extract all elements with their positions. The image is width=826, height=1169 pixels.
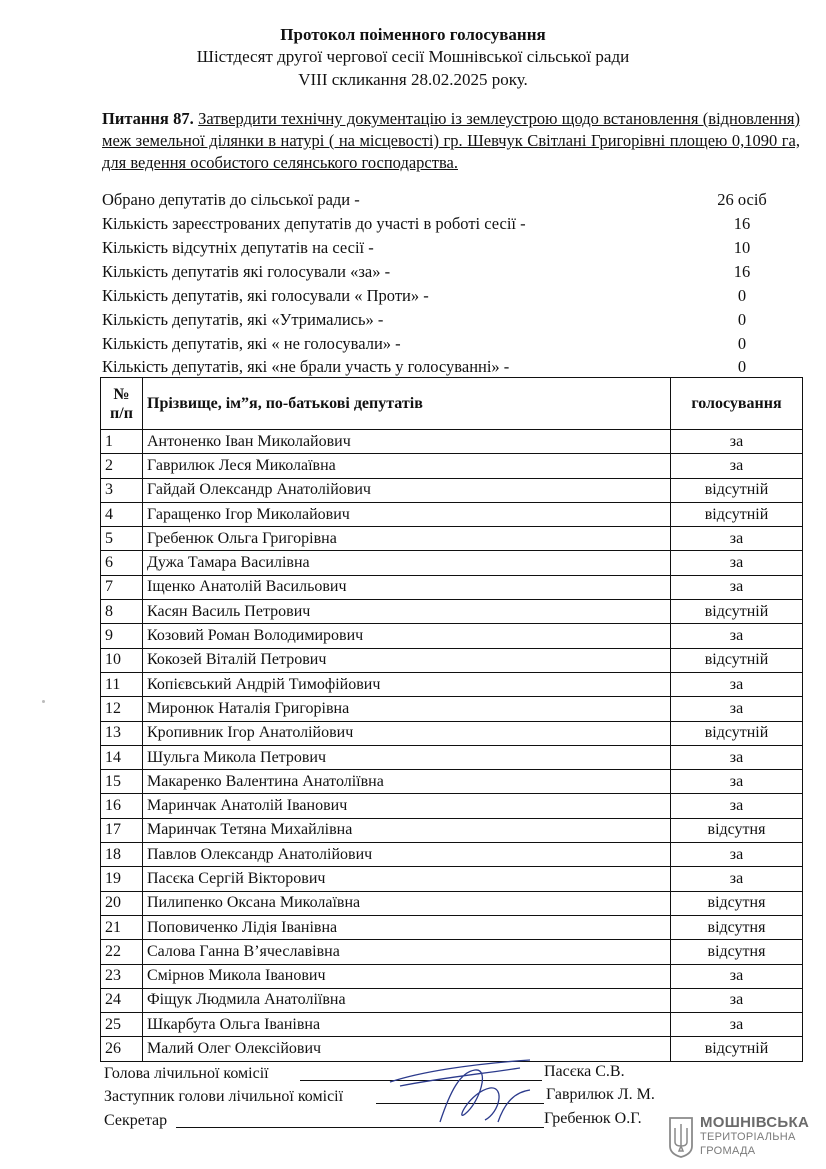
deputy-name: Макаренко Валентина Анатоліївна bbox=[143, 770, 671, 794]
deputy-name: Смірнов Микола Іванович bbox=[143, 964, 671, 988]
signature-role: Секретар bbox=[104, 1112, 168, 1129]
table-row bbox=[101, 454, 803, 478]
stat-row bbox=[102, 285, 792, 307]
row-number: 19 bbox=[101, 867, 143, 891]
table-row bbox=[101, 600, 803, 624]
stat-label: Обрано депутатів до сільської ради - bbox=[102, 190, 360, 209]
deputy-name: Кокозей Віталій Петрович bbox=[143, 648, 671, 672]
vote-result: відсутня bbox=[671, 818, 803, 842]
column-header-number: № п/п bbox=[101, 378, 143, 430]
deputy-name: Антоненко Іван Миколайович bbox=[143, 430, 671, 454]
question-number: Питання 87. bbox=[102, 109, 194, 128]
vote-result: відсутній bbox=[671, 648, 803, 672]
vote-result: за bbox=[671, 697, 803, 721]
table-row bbox=[101, 964, 803, 988]
table-header-row bbox=[101, 378, 803, 430]
stat-value: 16 bbox=[733, 214, 751, 233]
deputy-name: Козовий Роман Володимирович bbox=[143, 624, 671, 648]
stat-value: 16 bbox=[733, 262, 751, 281]
row-number: 25 bbox=[101, 1013, 143, 1037]
deputy-name: Шкарбута Ольга Іванівна bbox=[143, 1013, 671, 1037]
deputy-name: Поповиченко Лідія Іванівна bbox=[143, 915, 671, 939]
trident-icon bbox=[668, 1116, 694, 1158]
convocation-date: VIII скликання 28.02.2025 року. bbox=[298, 70, 528, 89]
deputy-name: Пасєка Сергій Вікторович bbox=[143, 867, 671, 891]
deputy-name: Павлов Олександр Анатолійович bbox=[143, 843, 671, 867]
column-header-name: Прізвище, ім”я, по-батькові депутатів bbox=[143, 378, 671, 430]
question-text: Затвердити технічну документацію із землеустрою щодо встановлення (відновлення) меж земельної ділянки в натурі ( на місцевості) гр. Шевчук Світлані Григорівні площею 0,1090 га, для ведення особистого селянського господарства. bbox=[102, 109, 801, 172]
table-row bbox=[101, 867, 803, 891]
vote-result: за bbox=[671, 527, 803, 551]
table-row bbox=[101, 818, 803, 842]
vote-result: за bbox=[671, 964, 803, 988]
row-number: 1 bbox=[101, 430, 143, 454]
table-row bbox=[101, 843, 803, 867]
deputy-name: Гребенюк Ольга Григорівна bbox=[143, 527, 671, 551]
deputy-name: Гайдай Олександр Анатолійович bbox=[143, 478, 671, 502]
stat-row bbox=[102, 261, 792, 283]
signature-name: Пасєка С.В. bbox=[544, 1063, 625, 1080]
stat-label: Кількість зареєстрованих депутатів до участі в роботі сесії - bbox=[102, 214, 526, 233]
row-number: 23 bbox=[101, 964, 143, 988]
deputy-name: Касян Василь Петрович bbox=[143, 600, 671, 624]
row-number: 26 bbox=[101, 1037, 143, 1061]
table-row bbox=[101, 891, 803, 915]
vote-result: відсутній bbox=[671, 600, 803, 624]
agenda-question bbox=[102, 108, 800, 174]
stat-label: Кількість депутатів, які « не голосували» - bbox=[102, 334, 401, 353]
vote-result: за bbox=[671, 770, 803, 794]
protocol-title: Протокол поіменного голосування bbox=[280, 25, 546, 44]
table-row bbox=[101, 575, 803, 599]
row-number: 3 bbox=[101, 478, 143, 502]
stat-value: 26 осіб bbox=[717, 190, 767, 209]
column-header-vote: голосування bbox=[671, 378, 803, 430]
stat-row bbox=[102, 189, 792, 211]
table-row bbox=[101, 430, 803, 454]
deputy-name: Пилипенко Оксана Миколаївна bbox=[143, 891, 671, 915]
stat-row bbox=[102, 237, 792, 259]
table-row bbox=[101, 770, 803, 794]
stat-label: Кількість депутатів, які «Утримались» - bbox=[102, 310, 384, 329]
deputy-name: Малий Олег Олексійович bbox=[143, 1037, 671, 1061]
row-number: 5 bbox=[101, 527, 143, 551]
vote-result: за bbox=[671, 430, 803, 454]
stat-row bbox=[102, 213, 792, 235]
row-number: 12 bbox=[101, 697, 143, 721]
table-row bbox=[101, 478, 803, 502]
vote-result: відсутня bbox=[671, 915, 803, 939]
stat-value: 0 bbox=[737, 310, 747, 329]
row-number: 22 bbox=[101, 940, 143, 964]
stat-value: 10 bbox=[733, 238, 751, 257]
row-number: 15 bbox=[101, 770, 143, 794]
row-number: 7 bbox=[101, 575, 143, 599]
vote-result: за bbox=[671, 988, 803, 1012]
row-number: 11 bbox=[101, 672, 143, 696]
vote-result: за bbox=[671, 867, 803, 891]
table-row bbox=[101, 697, 803, 721]
deputy-name: Шульга Микола Петрович bbox=[143, 745, 671, 769]
table-row bbox=[101, 915, 803, 939]
community-logo bbox=[668, 1114, 818, 1162]
table-row bbox=[101, 745, 803, 769]
deputy-name: Гаврилюк Леся Миколаївна bbox=[143, 454, 671, 478]
row-number: 8 bbox=[101, 600, 143, 624]
table-row bbox=[101, 794, 803, 818]
vote-result: за bbox=[671, 624, 803, 648]
row-number: 9 bbox=[101, 624, 143, 648]
stat-label: Кількість депутатів, які «не брали участь у голосуванні» - bbox=[102, 357, 510, 376]
table-row bbox=[101, 940, 803, 964]
deputy-name: Маринчак Анатолій Іванович bbox=[143, 794, 671, 818]
logo-text: МОШНІВСЬКА bbox=[700, 1114, 810, 1131]
vote-result: за bbox=[671, 1013, 803, 1037]
session-subtitle: Шістдесят другої чергової сесії Мошнівської сільської ради bbox=[196, 47, 630, 66]
deputy-name: Миронюк Наталія Григорівна bbox=[143, 697, 671, 721]
table-row bbox=[101, 624, 803, 648]
vote-result: за bbox=[671, 551, 803, 575]
deputy-name: Кропивник Ігор Анатолійович bbox=[143, 721, 671, 745]
table-row bbox=[101, 672, 803, 696]
stat-row bbox=[102, 309, 792, 331]
stat-label: Кількість депутатів які голосували «за» - bbox=[102, 262, 391, 281]
row-number: 24 bbox=[101, 988, 143, 1012]
vote-result: відсутня bbox=[671, 891, 803, 915]
row-number: 21 bbox=[101, 915, 143, 939]
vote-result: за bbox=[671, 745, 803, 769]
vote-result: за bbox=[671, 575, 803, 599]
vote-result: за bbox=[671, 454, 803, 478]
logo-text: ТЕРИТОРІАЛЬНА bbox=[700, 1131, 796, 1143]
deputy-name: Дужа Тамара Василівна bbox=[143, 551, 671, 575]
signature-role: Голова лічильної комісії bbox=[104, 1065, 269, 1082]
row-number: 10 bbox=[101, 648, 143, 672]
logo-text: ГРОМАДА bbox=[700, 1145, 756, 1157]
row-number: 13 bbox=[101, 721, 143, 745]
table-row bbox=[101, 1013, 803, 1037]
row-number: 2 bbox=[101, 454, 143, 478]
voting-table bbox=[100, 377, 803, 1062]
vote-result: відсутній bbox=[671, 478, 803, 502]
stat-value: 0 bbox=[737, 334, 747, 353]
table-row bbox=[101, 502, 803, 526]
deputy-name: Салова Ганна В’ячеславівна bbox=[143, 940, 671, 964]
row-number: 16 bbox=[101, 794, 143, 818]
handwritten-signature bbox=[380, 1052, 540, 1132]
signature-name: Гаврилюк Л. М. bbox=[546, 1086, 655, 1103]
table-row bbox=[101, 527, 803, 551]
signature-role: Заступник голови лічильної комісії bbox=[104, 1088, 344, 1105]
margin-dot bbox=[42, 700, 45, 703]
signature-name: Гребенюк О.Г. bbox=[544, 1110, 642, 1127]
table-row bbox=[101, 648, 803, 672]
stat-value: 0 bbox=[737, 286, 747, 305]
deputy-name: Фіщук Людмила Анатоліївна bbox=[143, 988, 671, 1012]
stat-value: 0 bbox=[737, 357, 747, 376]
row-number: 17 bbox=[101, 818, 143, 842]
stat-label: Кількість депутатів, які голосували « Проти» - bbox=[102, 286, 429, 305]
deputy-name: Копієвський Андрій Тимофійович bbox=[143, 672, 671, 696]
stat-row bbox=[102, 356, 792, 378]
stat-row bbox=[102, 333, 792, 355]
vote-result: за bbox=[671, 794, 803, 818]
table-row bbox=[101, 721, 803, 745]
vote-result: відсутній bbox=[671, 502, 803, 526]
vote-result: відсутня bbox=[671, 940, 803, 964]
row-number: 18 bbox=[101, 843, 143, 867]
deputy-name: Гаращенко Ігор Миколайович bbox=[143, 502, 671, 526]
vote-result: за bbox=[671, 843, 803, 867]
voting-table-body bbox=[101, 430, 803, 1062]
deputy-name: Маринчак Тетяна Михайлівна bbox=[143, 818, 671, 842]
table-row bbox=[101, 988, 803, 1012]
row-number: 20 bbox=[101, 891, 143, 915]
row-number: 4 bbox=[101, 502, 143, 526]
stat-label: Кількість відсутніх депутатів на сесії - bbox=[102, 238, 374, 257]
deputy-name: Іщенко Анатолій Васильович bbox=[143, 575, 671, 599]
vote-result: відсутній bbox=[671, 721, 803, 745]
vote-result: відсутній bbox=[671, 1037, 803, 1061]
row-number: 14 bbox=[101, 745, 143, 769]
vote-result: за bbox=[671, 672, 803, 696]
row-number: 6 bbox=[101, 551, 143, 575]
table-row bbox=[101, 551, 803, 575]
